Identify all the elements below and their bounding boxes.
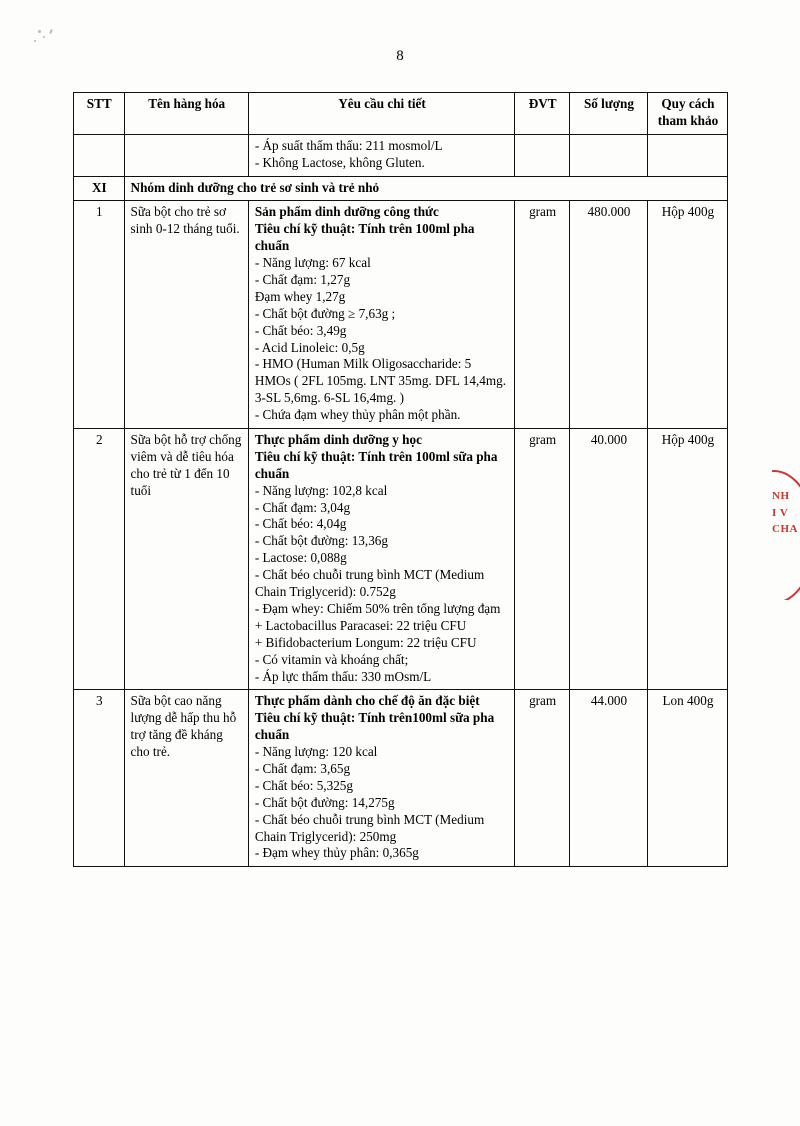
scan-speck (43, 36, 45, 38)
cell-spec: Hộp 400g (647, 201, 727, 429)
table-header-row (74, 93, 728, 135)
cell-name: Sữa bột cho trẻ sơ sinh 0-12 tháng tuổi. (124, 201, 248, 429)
stamp-text (772, 488, 798, 538)
table-row (74, 201, 728, 429)
cell-detail (248, 429, 514, 690)
cell-unit: gram (515, 429, 570, 690)
section-title: Nhóm dinh dưỡng cho trẻ sơ sinh và trẻ nhỏ (124, 176, 727, 201)
detail-line: - Chất béo chuỗi trung bình MCT (Medium Chain Triglycerid): 250mg (254, 811, 485, 844)
detail-line: - Đạm whey: Chiếm 50% trên tổng lượng đạm (254, 600, 501, 616)
column-header-name: Tên hàng hóa (124, 93, 248, 135)
cell-spec: Hộp 400g (647, 429, 727, 690)
detail-line: - Năng lượng: 67 kcal (254, 255, 371, 271)
scan-speck (49, 29, 53, 34)
cell-quantity: 44.000 (570, 690, 648, 867)
column-header-unit: ĐVT (515, 93, 570, 135)
detail-line: - Chất béo chuỗi trung bình MCT (Medium Chain Triglycerid): 0.752g (254, 567, 485, 600)
detail-line: - Chứa đạm whey thủy phân một phần. (254, 407, 461, 423)
detail-line: Đạm whey 1,27g (254, 288, 346, 304)
cell-unit: gram (515, 201, 570, 429)
stamp-line: I V (772, 506, 789, 519)
cell-unit (515, 134, 570, 176)
cell-stt: 3 (74, 690, 125, 867)
column-header-stt: STT (74, 93, 125, 135)
cell-stt (74, 134, 125, 176)
cell-quantity: 480.000 (570, 201, 648, 429)
detail-line: - Chất béo: 4,04g (254, 516, 347, 532)
detail-line: - Áp suất thẩm thấu: 211 mosmol/L (254, 137, 443, 153)
detail-line: Tiêu chí kỹ thuật: Tính trên 100ml sữa pha chuẩn (254, 448, 498, 481)
cell-detail (248, 134, 514, 176)
cell-quantity (570, 134, 648, 176)
stamp-line: CHA (772, 523, 798, 535)
column-header-detail: Yêu cầu chi tiết (248, 93, 514, 135)
detail-line: - Áp lực thẩm thấu: 330 mOsm/L (254, 668, 432, 684)
detail-line: - Chất béo: 3,49g (254, 322, 347, 338)
table-row (74, 429, 728, 690)
detail-line: + Lactobacillus Paracasei: 22 triệu CFU (254, 617, 467, 633)
detail-line: - Acid Linoleic: 0,5g (254, 339, 365, 355)
detail-line: - Có vitamin và khoáng chất; (254, 651, 409, 667)
detail-line: - Chất bột đường: 13,36g (254, 533, 388, 549)
detail-line: Thực phẩm dành cho chế độ ăn đặc biệt (254, 693, 480, 709)
red-seal-stamp (772, 470, 800, 600)
cell-quantity: 40.000 (570, 429, 648, 690)
stamp-line: NH (772, 490, 790, 502)
detail-line: - Không Lactose, không Gluten. (254, 154, 425, 170)
detail-line: - Chất béo: 5,325g (254, 777, 353, 793)
detail-line: - Năng lượng: 102,8 kcal (254, 482, 388, 498)
column-header-spec: Quy cách tham khảo (647, 93, 727, 135)
detail-line: - Chất đạm: 1,27g (254, 272, 351, 288)
cell-spec: Lon 400g (647, 690, 727, 867)
cell-spec (647, 134, 727, 176)
table-section-row (74, 176, 728, 201)
scan-speck (38, 30, 41, 33)
cell-stt: 2 (74, 429, 125, 690)
cell-detail (248, 201, 514, 429)
cell-name: Sữa bột cao năng lượng dễ hấp thu hỗ trợ tăng đề kháng cho trẻ. (124, 690, 248, 867)
detail-line: - Năng lượng: 120 kcal (254, 744, 378, 760)
page-number: 8 (396, 48, 404, 64)
detail-line: - Đạm whey thủy phân: 0,365g (254, 845, 419, 861)
cell-name: Sữa bột hỗ trợ chống viêm và dễ tiêu hóa cho trẻ từ 1 đến 10 tuổi (124, 429, 248, 690)
detail-line: Tiêu chí kỹ thuật: Tính trên100ml sữa pha chuẩn (254, 710, 495, 743)
detail-line: - Lactose: 0,088g (254, 550, 347, 566)
detail-line: - Chất bột đường ≥ 7,63g ; (254, 305, 396, 321)
cell-detail (248, 690, 514, 867)
table-row (74, 690, 728, 867)
detail-line: + Bifidobacterium Longum: 22 triệu CFU (254, 634, 477, 650)
table-row-continued (74, 134, 728, 176)
detail-line: - Chất đạm: 3,65g (254, 760, 351, 776)
detail-line: Thực phẩm dinh dưỡng y học (254, 432, 422, 448)
detail-line: Tiêu chí kỹ thuật: Tính trên 100ml pha chuẩn (254, 221, 475, 254)
specification-table (73, 92, 728, 867)
cell-stt: 1 (74, 201, 125, 429)
section-label: XI (74, 176, 125, 201)
detail-line: - Chất đạm: 3,04g (254, 499, 351, 515)
scan-speck (34, 40, 36, 42)
cell-unit: gram (515, 690, 570, 867)
column-header-quantity: Số lượng (570, 93, 648, 135)
detail-line: - HMO (Human Milk Oligosaccharide: 5 HMOs ( 2FL 105mg. LNT 35mg. DFL 14,4mg. 3-SL 5,6mg. 6-SL 16,4mg. ) (254, 356, 506, 406)
cell-name (124, 134, 248, 176)
detail-line: - Chất bột đường: 14,275g (254, 794, 395, 810)
detail-line: Sản phẩm dinh dưỡng công thức (254, 204, 439, 220)
